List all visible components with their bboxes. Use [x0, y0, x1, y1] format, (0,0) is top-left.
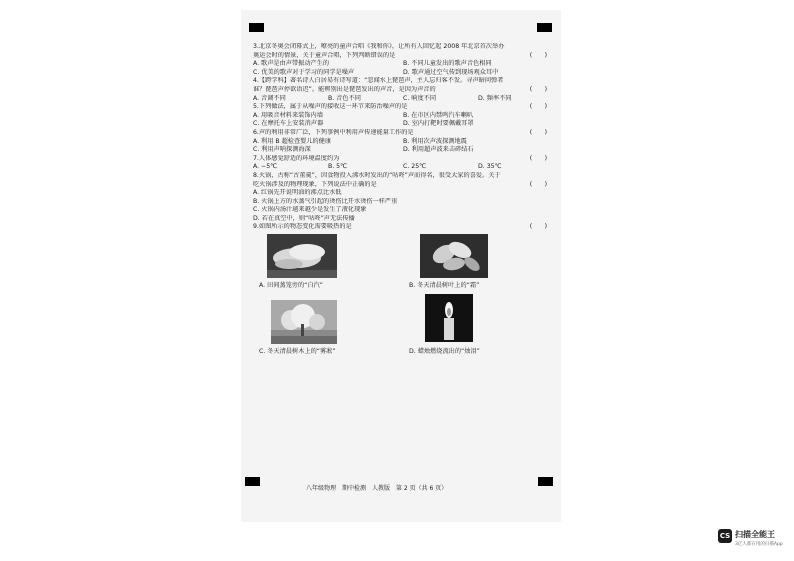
app-tagline: 3亿人都在用的扫描App: [735, 542, 783, 547]
answer-blank: ( ): [529, 154, 547, 162]
option-a: A. 红锅先开说明油的沸点比水低: [253, 189, 342, 197]
question-text: 声的利用非常广泛，下列事例中利用声传递能量工作的是: [258, 128, 414, 136]
rime-tree-photo: [271, 300, 337, 344]
option-c: C. 利用声呐探测海深: [253, 146, 311, 154]
question-5: [253, 103, 553, 129]
corner-mark-bottom-right: [538, 477, 553, 486]
option-a: A. −5℃: [253, 163, 278, 171]
frost-leaf-photo: [420, 234, 488, 278]
question-number: 7.: [253, 154, 259, 162]
option-d: D. 室内打靶时要佩戴耳罩: [403, 120, 474, 128]
question-text: 【跨学科】著名诗人白居易有诗写道：“忽闻水上琵琶声，主人忘归客不发。寻声暗问弹者: [258, 77, 504, 85]
question-number: 6.: [253, 128, 259, 136]
question-list: [253, 43, 553, 367]
question-text: 下列做法，属于从噪声的接收这一环节来防治噪声的是: [258, 103, 408, 111]
option-c: C. 优美的歌声对于学习的同学是噪声: [253, 68, 355, 76]
answer-blank: ( ): [529, 51, 547, 59]
steam-photo: [267, 234, 337, 278]
figure-grid: [253, 232, 553, 367]
question-text-cont: 吃火锅涉及的物理现象，下列说法中正确的是: [253, 180, 377, 188]
question-number: 4.: [253, 77, 259, 85]
option-b: B. 不同儿童发出的歌声音色相同: [403, 60, 492, 68]
question-3: [253, 43, 553, 77]
option-b: B. 火锅上方的水蒸气引起的烫伤比开水烫伤一样严重: [253, 197, 398, 205]
option-a: A. 音调不同: [253, 94, 286, 102]
caption-b: B. 冬天清晨树叶上的“霜”: [409, 282, 480, 290]
option-d: D. 若在真空中，则“咕咚”声无法传播: [253, 214, 355, 222]
question-number: 5.: [253, 103, 259, 111]
option-c: C. 25℃: [403, 163, 427, 171]
question-6: [253, 129, 553, 155]
option-d: D. 35℃: [478, 163, 502, 171]
question-text-cont: 奥运会时的情景，关于童声合唱，下列判断错误的是: [253, 51, 396, 59]
option-d: D. 利用超声波来击碎结石: [403, 146, 474, 154]
answer-blank: ( ): [529, 180, 547, 188]
corner-mark-top-right: [537, 23, 552, 32]
page-footer: 八年级物理 期中检测 人教版 第 2 页（共 6 页）: [306, 485, 448, 492]
caption-a: A. 田间蒸笼旁的“白汽”: [259, 282, 323, 290]
option-b: B. 在市区内禁鸣汽车喇叭: [403, 111, 474, 119]
question-7: [253, 155, 553, 172]
answer-blank: ( ): [529, 223, 547, 231]
option-a: A. 利用 B 超检查婴儿的健康: [253, 137, 332, 145]
option-d: D. 歌声通过空气传到现场观众耳中: [403, 68, 499, 76]
question-text-cont: 谁？琵琶声停欲语迟”。能辨别出是琵琶发出的声音，是因为声音的: [253, 85, 436, 93]
corner-mark-bottom-left: [245, 477, 260, 486]
question-9: [253, 223, 553, 367]
caption-c: C. 冬天清晨树木上的“雾凇”: [259, 348, 336, 356]
option-b: B. 利用次声波探测地震: [403, 137, 467, 145]
question-8: [253, 172, 553, 224]
option-c: C. 响度不同: [403, 94, 437, 102]
option-b: B. 5℃: [328, 163, 348, 171]
corner-mark-top-left: [249, 23, 264, 32]
answer-blank: ( ): [529, 85, 547, 93]
question-4: [253, 77, 553, 103]
option-c: C. 在摩托车上安装消声器: [253, 120, 324, 128]
option-a: A. 歌声是由声带振动产生的: [253, 60, 330, 68]
caption-d: D. 蜡烛燃烧流出的“烛泪”: [409, 348, 480, 356]
question-number: 9.: [253, 223, 259, 231]
option-d: D. 频率不同: [478, 94, 512, 102]
option-b: B. 音色不同: [328, 94, 361, 102]
question-number: 3.: [253, 43, 259, 50]
answer-blank: ( ): [529, 103, 547, 111]
candle-photo: [425, 294, 473, 342]
question-text: 如图所示的物态变化需要吸热的是: [258, 223, 352, 231]
camscanner-logo-icon: CS: [718, 529, 732, 543]
option-a: A. 用吸音材料来装饰内墙: [253, 111, 323, 119]
app-name: 扫描全能王: [735, 530, 775, 539]
answer-blank: ( ): [529, 128, 547, 136]
question-text: 北京冬奥会闭幕式上，嘹亮的童声合唱《我和你》，让所有人回忆起 2008 年北京首次举办: [258, 43, 505, 50]
option-c: C. 火锅内汤汁越来越少是发生了液化现象: [253, 206, 367, 214]
question-text: 火锅，古称“古董羹”，因食物投入沸水时发出的“咕咚”声而得名，很受大家的喜爱。关于: [258, 171, 501, 179]
question-text: 人体感觉舒适的环境温度约为: [258, 154, 340, 162]
question-number: 8.: [253, 171, 259, 179]
